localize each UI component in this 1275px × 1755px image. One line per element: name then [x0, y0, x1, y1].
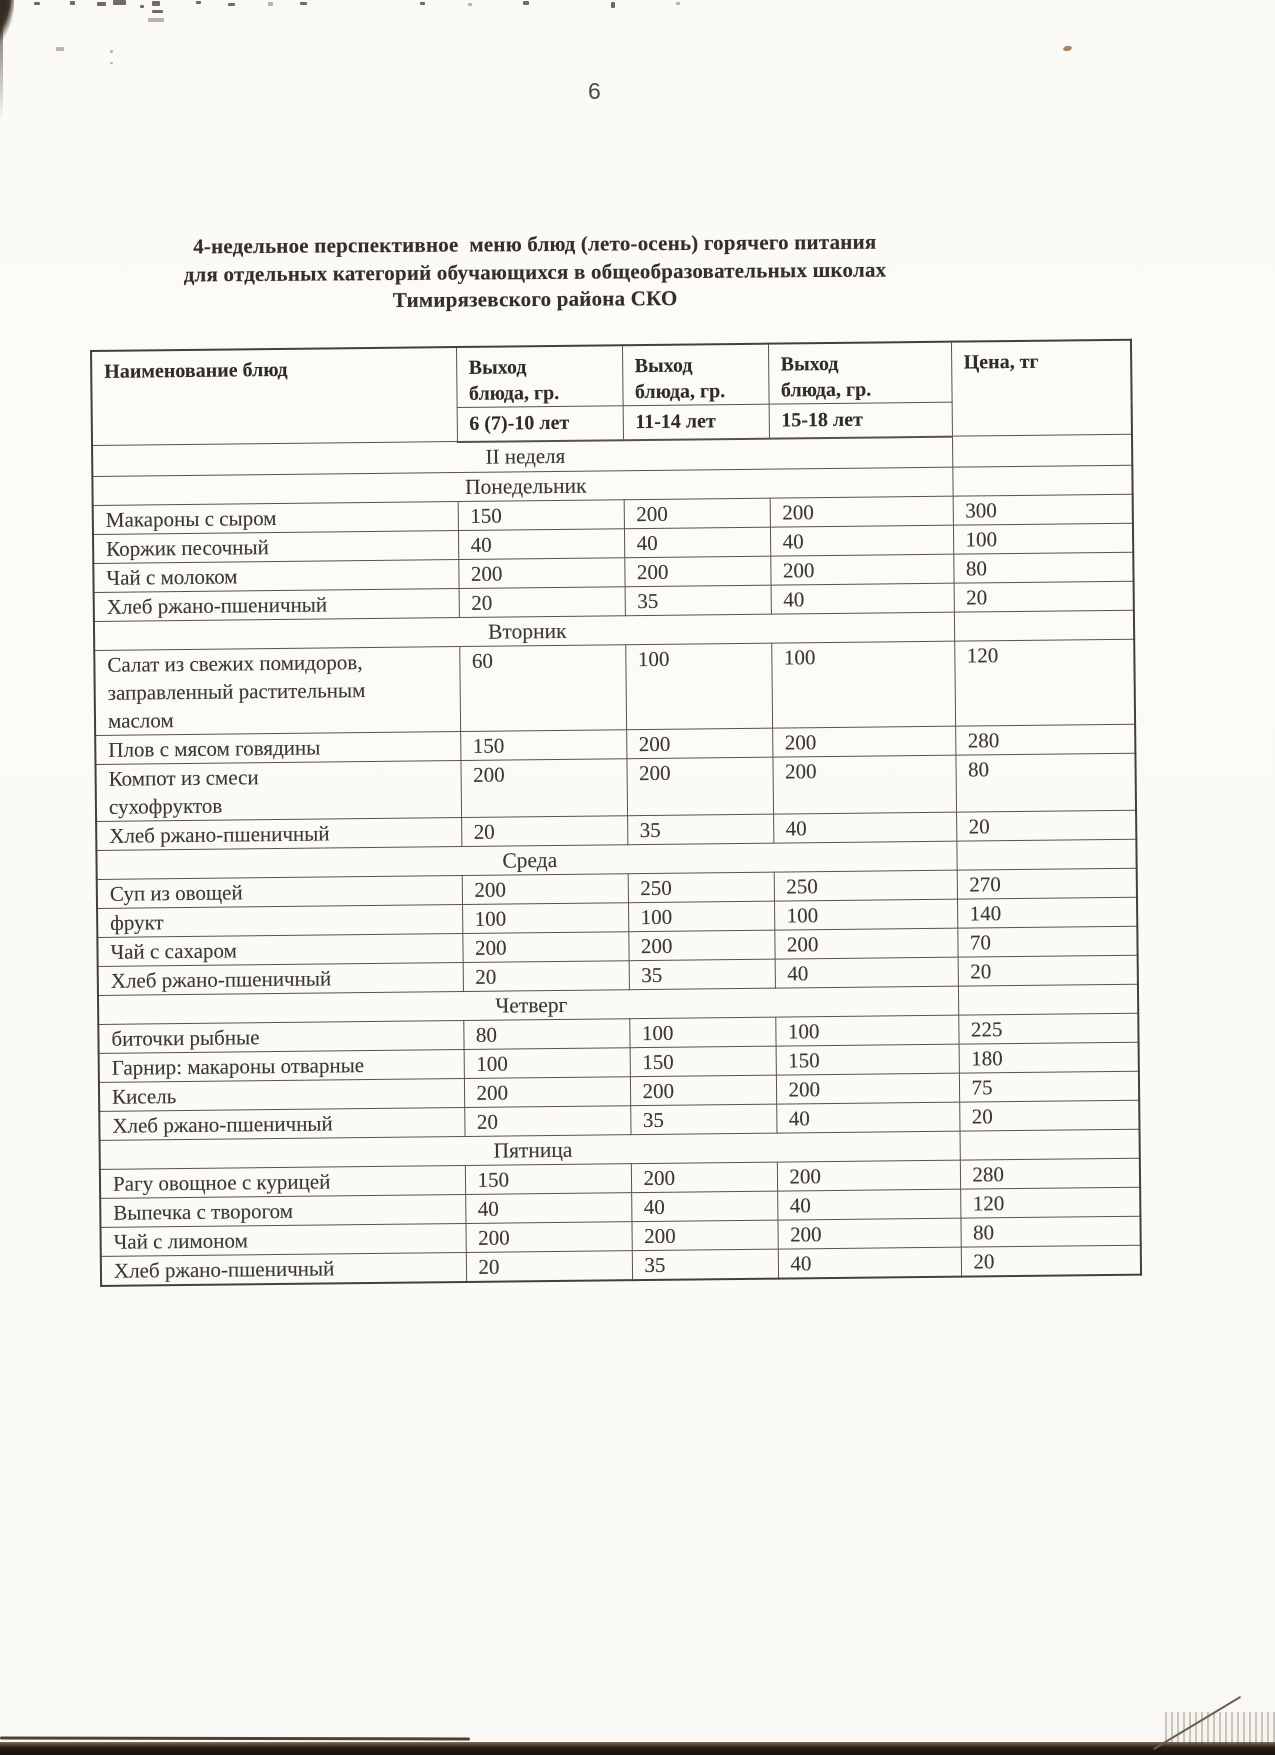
portion-6-10: 20: [459, 587, 625, 618]
portion-11-14: 200: [624, 498, 770, 529]
price-value: 20: [961, 1245, 1141, 1276]
price-value: 225: [958, 1013, 1138, 1044]
portion-11-14: 200: [626, 757, 773, 816]
price-value: 140: [957, 897, 1137, 928]
portion-6-10: 200: [460, 759, 627, 818]
portion-15-18: 200: [774, 928, 957, 959]
day-price-empty-cell: [958, 984, 1138, 1015]
scan-bottom-band: [0, 1742, 1275, 1755]
portion-11-14: 200: [628, 930, 774, 961]
menu-table-body: [92, 434, 1141, 1286]
portion-15-18: 100: [775, 1015, 958, 1046]
col-header-age-15-18: 15-18 лет: [769, 402, 952, 438]
dish-name: Компот из смеси сухофруктов: [95, 761, 461, 822]
portion-6-10: 150: [458, 500, 624, 531]
portion-6-10: 20: [464, 1106, 630, 1137]
scan-speckle: [468, 3, 472, 6]
price-value: 20: [958, 955, 1138, 986]
scan-speckle: [97, 2, 106, 6]
price-value: 75: [959, 1071, 1139, 1102]
price-value: 80: [955, 753, 1136, 812]
day-price-empty-cell: [952, 465, 1132, 496]
portion-11-14: 35: [625, 585, 771, 616]
portion-11-14: 250: [628, 872, 774, 903]
scan-speckle: [523, 1, 529, 5]
scan-speckle: [196, 1, 201, 4]
dish-name: Хлеб ржано-пшеничный: [98, 963, 463, 996]
portion-15-18: 40: [770, 525, 953, 556]
dish-row: [94, 639, 1135, 735]
portion-11-14: 150: [630, 1046, 776, 1077]
portion-6-10: 40: [458, 529, 624, 560]
day-price-empty-cell: [954, 610, 1134, 641]
portion-15-18: 250: [774, 870, 957, 901]
dish-name: Суп из овощей: [97, 876, 462, 909]
portion-11-14: 35: [630, 1104, 776, 1135]
day-label: Четверг: [98, 986, 958, 1024]
portion-11-14: 200: [631, 1162, 777, 1193]
scan-speckle: [148, 18, 164, 22]
portion-6-10: 150: [460, 730, 626, 761]
portion-15-18: 200: [772, 755, 956, 814]
scan-left-edge-shadow: [0, 0, 3, 120]
dish-name: Плов с мясом говядины: [95, 732, 460, 765]
scan-speckle: [70, 1, 75, 5]
portion-11-14: 100: [628, 901, 774, 932]
portion-11-14: 200: [624, 556, 770, 587]
portion-15-18: 100: [774, 899, 957, 930]
scan-streaks: [1165, 1712, 1275, 1744]
price-value: 20: [959, 1100, 1139, 1131]
portion-15-18: 40: [776, 1102, 959, 1133]
col-header-price: Цена, тг: [951, 340, 1132, 436]
portion-15-18: 200: [777, 1218, 960, 1249]
portion-15-18: 200: [776, 1073, 959, 1104]
col-header-age-11-14: 11-14 лет: [623, 404, 769, 440]
portion-15-18: 150: [776, 1044, 959, 1075]
dish-name: Хлеб ржано-пшеничный: [96, 818, 461, 851]
header-row: [91, 340, 1132, 412]
dish-name: Салат из свежих помидоров, заправленный растительным маслом: [94, 647, 460, 736]
price-value: 120: [960, 1187, 1140, 1218]
dish-name: Хлеб ржано-пшеничный: [99, 1107, 464, 1140]
price-value: 20: [954, 581, 1134, 612]
dish-name: Чай с сахаром: [97, 934, 462, 967]
day-label: Понедельник: [92, 467, 952, 505]
scan-diagonal-crease: [1153, 1696, 1241, 1750]
scan-speckle: [152, 10, 163, 13]
scan-speckle: [113, 0, 126, 5]
price-value: 180: [959, 1042, 1139, 1073]
portion-15-18: 200: [772, 726, 955, 757]
page-number: 6: [588, 78, 601, 104]
title-line-1: 4-недельное перспективное меню блюд (лето-осень) горячего питания: [193, 229, 877, 259]
scan-speckle: [268, 2, 273, 6]
scan-speckle: [56, 47, 64, 51]
scan-speckle: [110, 62, 113, 64]
price-value: 270: [957, 868, 1137, 899]
dish-name: фрукт: [97, 905, 462, 938]
portion-11-14: 200: [631, 1220, 777, 1251]
portion-15-18: 40: [773, 812, 956, 843]
portion-6-10: 200: [462, 932, 628, 963]
portion-6-10: 100: [464, 1048, 630, 1079]
col-header-output-3: Выход блюда, гр.: [768, 342, 952, 404]
week-price-empty-cell: [952, 434, 1132, 467]
day-label: Вторник: [94, 612, 954, 650]
day-price-empty-cell: [960, 1129, 1140, 1160]
portion-15-18: 100: [771, 641, 955, 728]
dish-name: Коржик песочный: [93, 531, 458, 564]
scan-red-mark: [1063, 45, 1073, 52]
portion-6-10: 60: [459, 645, 626, 732]
dish-name: Хлеб ржано-пшеничный: [101, 1252, 466, 1285]
portion-6-10: 200: [458, 558, 624, 589]
portion-6-10: 20: [463, 961, 629, 992]
portion-11-14: 200: [626, 728, 772, 759]
portion-11-14: 40: [624, 527, 770, 558]
portion-11-14: 35: [627, 814, 773, 845]
portion-6-10: 100: [462, 903, 628, 934]
portion-11-14: 40: [631, 1191, 777, 1222]
price-value: 70: [957, 926, 1137, 957]
scan-speckle: [152, 1, 160, 6]
day-label: Среда: [96, 841, 956, 879]
portion-15-18: 200: [770, 496, 953, 527]
scan-speckle: [300, 2, 307, 5]
col-header-output-2: Выход блюда, гр.: [622, 344, 769, 406]
col-header-dish-name: Наименование блюд: [91, 347, 457, 445]
dish-name: Рагу овощное с курицей: [100, 1165, 465, 1198]
scan-speckle: [611, 2, 615, 8]
col-header-age-6-10: 6 (7)-10 лет: [457, 406, 623, 442]
portion-6-10: 20: [466, 1251, 632, 1282]
day-label: Пятница: [100, 1131, 960, 1169]
document-title: [85, 228, 986, 317]
portion-6-10: 80: [463, 1019, 629, 1050]
portion-11-14: 200: [630, 1075, 776, 1106]
dish-name: Гарнир: макароны отварные: [99, 1049, 464, 1082]
portion-11-14: 35: [629, 959, 775, 990]
price-value: 300: [953, 494, 1133, 525]
price-value: 280: [960, 1158, 1140, 1189]
scan-speckle: [110, 50, 113, 53]
portion-6-10: 150: [465, 1164, 631, 1195]
portion-15-18: 200: [770, 554, 953, 585]
portion-15-18: 40: [778, 1247, 961, 1278]
portion-6-10: 20: [461, 816, 627, 847]
scan-speckle: [34, 2, 40, 5]
scan-speckle: [676, 2, 680, 5]
title-line-3: Тимирязевского района СКО: [392, 286, 678, 312]
dish-name: биточки рыбные: [98, 1021, 463, 1054]
portion-15-18: 40: [777, 1189, 960, 1220]
price-value: 100: [953, 523, 1133, 554]
portion-6-10: 200: [464, 1077, 630, 1108]
portion-11-14: 35: [632, 1249, 778, 1280]
portion-6-10: 200: [465, 1222, 631, 1253]
scan-speckle: [140, 5, 144, 8]
col-header-output-1: Выход блюда, гр.: [456, 345, 623, 407]
portion-6-10: 200: [462, 874, 628, 905]
dish-name: Хлеб ржано-пшеничный: [94, 589, 459, 622]
price-value: 20: [956, 810, 1136, 841]
portion-15-18: 40: [771, 583, 954, 614]
dish-name: Выпечка с творогом: [100, 1194, 465, 1227]
dish-name: Макароны с сыром: [93, 502, 458, 535]
portion-11-14: 100: [625, 643, 772, 730]
scan-corner-blob: [0, 0, 18, 47]
scan-speckle: [228, 3, 235, 6]
title-line-2: для отдельных категорий обучающихся в общеобразовательных школах: [183, 257, 887, 286]
portion-11-14: 100: [629, 1017, 775, 1048]
price-value: 80: [953, 552, 1133, 583]
menu-table: [90, 339, 1142, 1287]
portion-15-18: 40: [775, 957, 958, 988]
dish-name: Чай с лимоном: [100, 1223, 465, 1256]
portion-6-10: 40: [465, 1193, 631, 1224]
day-price-empty-cell: [956, 839, 1136, 870]
scan-speckle: [420, 2, 425, 5]
dish-name: Кисель: [99, 1078, 464, 1111]
portion-15-18: 200: [777, 1160, 960, 1191]
price-value: 120: [954, 639, 1135, 726]
price-value: 80: [960, 1216, 1140, 1247]
scan-bottom-line: [0, 1737, 470, 1741]
dish-name: Чай с молоком: [93, 560, 458, 593]
week-label: II неделя: [92, 436, 952, 476]
price-value: 280: [955, 724, 1135, 755]
menu-table-head: [91, 340, 1132, 446]
